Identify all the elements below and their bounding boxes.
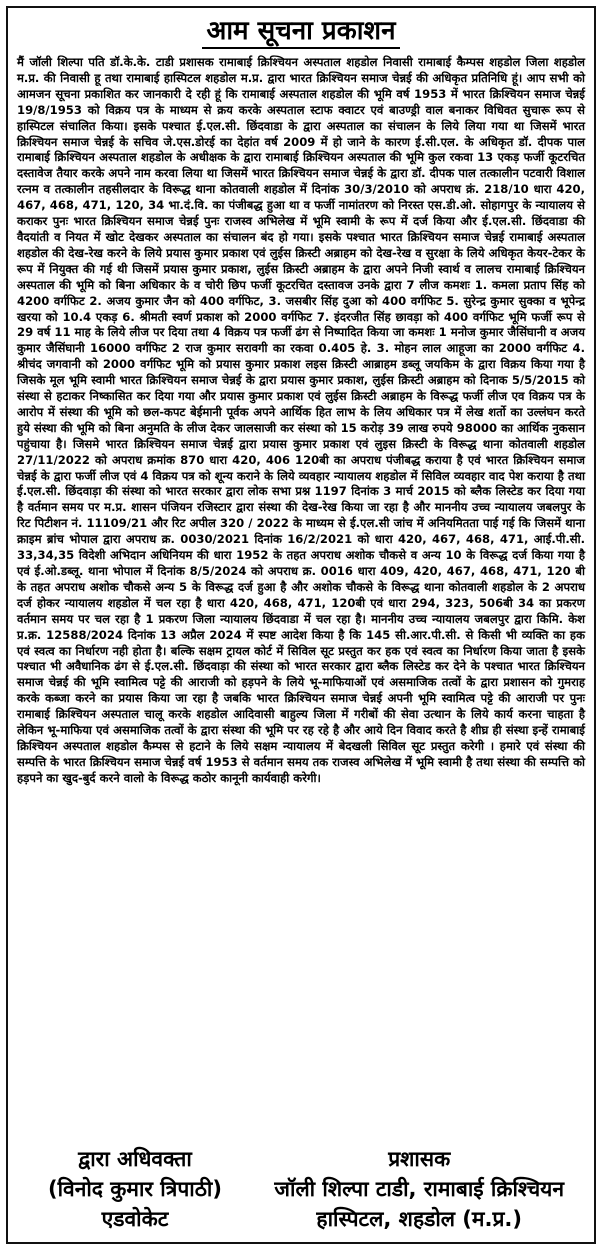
advocate-signature <box>48 1144 222 1234</box>
administrator-address: हास्पिटल, शहडोल (म.प्र.) <box>316 1207 522 1231</box>
administrator-line-1: प्रशासक <box>388 1147 451 1171</box>
advocate-designation: एडवोकेट <box>101 1207 169 1231</box>
advocate-line-1: द्वारा अधिवक्ता <box>78 1147 192 1171</box>
administrator-name: जॉली शिल्पा टाडी, रामाबाई क्रिश्चियन <box>274 1177 564 1201</box>
advocate-name: (विनोद कुमार त्रिपाठी) <box>48 1177 222 1201</box>
notice-body: मैं जॉली शिल्पा पति डॉ.के.के. टाडी प्रशासक रामाबाई क्रिश्चियन अस्पताल शहडोल निवासी रामाबाई कैम्पस शहडोल जिला शहडोल म.प्र. की निवासी हू तथा रामाबाई हास्पिटल शहडोल म.प्र. द्वारा भारत क्रिश्चियन समाज चेन्नई की अधिकृत प्रतिनिधि हूं। आप सभी को आमजन सूचना प्रकाशित कर जानकारी दे रही हूं कि रामाबाई अस्पताल शहडोल की भूमि वर्ष 1953 में भारत क्रिश्चियन समाज चेन्नई 19/8/1953 को विक्रय पत्र के माध्यम से क्रय करके अस्पताल स्टाफ क्वाटर एवं बाउण्ड्री वाल बनाकर विधिवत सुचारू रूप से हास्पिटल संचालित किया। इसके पश्चात ई.एल.सी. छिंदवाडा के द्वारा अस्पताल का संचालन के लिये लिया गया था जिसमें भारत क्रिश्चियन समाज चेन्नई के सचिव जे.एस.डोरई का देहांत वर्ष 2009 में हो जाने के कारण ई.सी.एल. के अधिकृत डॉ. दीपक पाल रामाबाई क्रिश्चियन अस्पताल शहडोल के अधीक्षक के द्वारा रामाबाई क्रिश्चियन अस्पताल की भूमि कुल रकवा 13 एकड़ फर्जी कूटरचित दस्तावेज तैयार करके अपने नाम करवा लिया था जिसमें भारत क्रिश्चियन समाज चेन्नई के द्वारा डॉ. दीपक पाल तत्कालीन पटवारी विशाल रत्नम व तत्कालीन तहसीलदार के विरूद्ध थाना कोतवाली शहडोल में दिनांक 30/3/2010 को अपराध क्रं. 218/10 धारा 420, 467, 468, 471, 120, 34 भा.दं.वि. का पंजीबद्ध हुआ था व फर्जी नामांतरण को निरस्त एस.डी.ओ. सोहागपुर के न्यायालय से कराकर पुनः भारत क्रिश्चियन समाज चेन्नई पुनः राजस्व अभिलेख में भूमि स्वामी के रूप में दर्ज किया और ई.एल.सी. छिंदवाडा की वैदयांती व नियत में खोट देखकर अस्पताल का संचालन बंद हो गया। इसके पश्चात भारत क्रिश्चियन समाज चेन्नई रामाबाई अस्पताल शहडोल की देख-रेख करने के लिये प्रयास कुमार प्रकाश एवं लुईस क्रिस्टी अब्राहम को देख-रेख व सुरक्षा के लिये अधिकृत केयर-टेकर के रूप में नियुक्त की गई थी जिसमें प्रयास कुमार प्रकाश, लुईस क्रिस्टी अब्राहम के द्वारा अपने निजी स्वार्थ व लालच रामाबाई क्रिश्चियन अस्पताल की भूमि को बिना अधिकार के व चोरी छिप फर्जी कूटरचित दस्तावज उनके द्वारा 7 लीज कमशः 1. कमला प्रताप सिंह को 4200 वर्गफिट 2. अजय कुमार जैन को 400 वर्गफिट, 3. जसबीर सिंह दुआ को 400 वर्गफिट 5. सुरेन्द्र कुमार सुक्का व भूपेन्द्र खरया को 10.4 एकड़ 6. श्रीमती स्वर्ण प्रकाश को 2000 वर्गफिट 7. इंदरजीत सिंह छावड़ा को 400 वर्गफिट भूमि फर्जी रूप से 29 वर्ष 11 माह के लिये लीज पर दिया तथा 4 विक्रय पत्र फर्जी ढंग से निष्पादित किया जा कमशः 1 मनोज कुमार जैसिंघानी व अजय कुमार जैसिंघानी 16000 वर्गफिट 2 राज कुमार सरावगी का रकवा 0.405 हे. 3. मोहन लाल आहूजा का 2000 वर्गफिट 4. श्रीचंद जगवानी को 2000 वर्गफिट भूमि को प्रयास कुमार प्रकाश लइस क्रिस्टी आब्राहम डब्लू जयकिम के द्वारा विक्रय किया गया है जिसके मूल भूमि स्वामी भारत क्रिश्चियन समाज चेन्नई के द्वारा प्रयास कुमार प्रकाश, लुईस क्रिस्टी अब्राहम को दिनाक 5/5/2015 को संस्था से हटाकर निष्कासित कर दिया गया और प्रयास कुमार प्रकाश एवं लुईस क्रिस्टी अब्राहम के विरूद्ध फर्जी लीज एव विक्रय पत्र के आरोप में संस्था की भूमि को छल-कपट बेईमानी पूर्वक अपने आर्थिक हित लाभ के लिय अधिकार पत्र में लेख शर्तो का उल्लंघन करते हुये संस्था की भूमि को बिना अनुमति के लीज देकर जालसाजी कर संस्था को 15 करोड़ 39 लाख रुपये 98000 का आर्थिक नुकसान पहुंचाया है। जिसमे भारत क्रिश्चियन समाज चेन्नई द्वारा प्रयास कुमार प्रकाश एवं लुइस क्रिस्टी के विरूद्ध थाना कोतवाली शहडोल 27/11/2022 को अपराध क्रमांक 870 धारा 420, 406 120बी का अपराध पंजीबद्ध कराया है एवं भारत क्रिश्चियन समाज चेन्नई के द्वारा फर्जी लीज एवं 4 विक्रय पत्र को शून्य कराने के लिये व्यवहार न्यायालय शहडोल में सिविल व्यवहार वाद पेश कराया है तथा ई.एल.सी. छिंदवाड़ा की संस्था को भारत सरकार द्वारा लोक सभा प्रश्न 1197 दिनांक 3 मार्च 2015 को ब्लैक लिस्टेड कर दिया गया है वर्तमान समय पर म.प्र. शासन पंजियन रजिस्टार द्वारा संस्था की देख-रेख किया जा रहा है और माननीय उच्च न्यायालय जबलपुर के रिट पिटीशन नं. 11109/21 और रिट अपील 320 / 2022 के माध्यम से ई.एल.सी जांच में अनियमितता पाई गई कि जिसमें थाना क्राइम ब्रांच भोपाल द्वारा अपराध क्र. 0030/2021 दिनांक 16/2/2021 को धारा 420, 467, 468, 471, आई.पी.सी. 33,34,35 विदेशी अभिदान अधिनियम की धारा 1952 के तहत अपराध अशोक चौकसे व अन्य 10 के विरूद्ध दर्ज किया गया है एवं ई.ओ.डब्लू. थाना भोपाल में दिनांक 8/5/2024 को अपराध क्र. 0016 धारा 409, 420, 467, 468, 471, 120 बी के तहत अपराध अशोक चौकसे अन्य 5 के विरूद्ध दर्ज हुआ है और अशोक चौकसे के विरूद्ध थाना कोतवाली शहडोल के 2 अपराध दर्ज होकर न्यायालय शहडोल में चल रहा है धारा 420, 468, 471, 120बी एवं धारा 294, 323, 506बी 34 का प्रकरण वर्तमान समय पर चल रहा है 1 प्रकरण जिला न्यायालय छिंदवाडा में चल रहा है। माननीय उच्च न्यायालय जबलपुर द्वारा किमि. केश प्र.क्र. 12588/2024 दिनांक 13 अप्रैल 2024 में स्पष्ट आदेश किया है कि 145 सी.आर.पी.सी. से किसी भी व्यक्ति का हक एवं स्वत्व का निर्धारण नही होता है। बल्कि सक्षम ट्रायल कोर्ट में सिविल सूट प्रस्तुत कर हक एवं स्वत्व का निर्धारण किया जाता है इसके पश्चात भी अवैधानिक ढंग से ई.एल.सी. छिंदवाड़ा की संस्था को भारत सरकार द्वारा ब्लैक लिस्टेड कर देने के पश्चात भारत क्रिश्चियन समाज चेन्नई की भूमि स्वामित्व पट्टे की आराजी को हड़पने के लिये भू-माफियाओं एवं असमाजिक तत्वों के द्वारा प्रशासन को गुमराह करके कब्जा करने का प्रयास किया जा रहा है जबकि भारत क्रिश्चियन समाज चेन्नई अपनी भूमि स्वामित्व पट्टे की आराजी पर पुनः रामाबाई क्रिश्चियन अस्पताल चालू करके शहडोल आदिवासी बाहुल्य जिला में गरीबों की सेवा उत्थान के लिये कार्य करना चाहता है लेकिन भू-माफिया एवं असमाजिक तत्वों के द्वारा संस्था की भूमि पर रह रहे है और आये दिन विवाद करते है शीघ्र ही संस्था इन्हें रामाबाई क्रिश्चियन अस्पताल शहडोल कैम्पस से हटाने के लिये सक्षम न्यायालय में बेदखली सिविल सूट प्रस्तुत करेगी । हमारे एवं संस्था की सम्पत्ति के भारत क्रिश्चियन समाज चेन्नई वर्ष 1953 से वर्तमान समय तक राजस्व अभिलेख में भूमि स्वामी है तथा संस्था की सम्पत्ति को हड़पने का खुद-बुर्द करने वालो के विरूद्ध कठोर कानूनी कार्यवाही करेगी। <box>17 55 585 785</box>
signature-block <box>8 1144 594 1234</box>
notice-title: आम सूचना प्रकाशन <box>202 16 399 49</box>
public-notice <box>6 6 596 1244</box>
administrator-signature <box>274 1144 564 1234</box>
title-wrap <box>17 16 585 49</box>
